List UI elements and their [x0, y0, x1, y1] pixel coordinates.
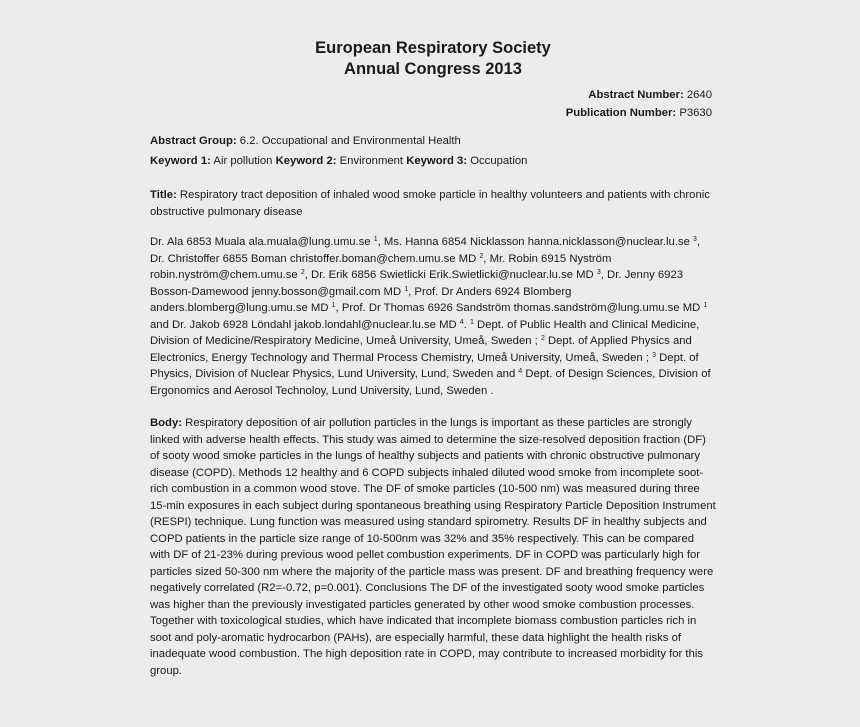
author-segment: , Dr. Jenny 6923 Bosson-Damewood jenny.bosson@gmail.com MD — [150, 269, 684, 298]
congress-title-line2: Annual Congress 2013 — [344, 60, 522, 78]
author-segment: Dept. of Physics, Division of Nuclear Physics, Lund University, Lund, Sweden and — [150, 351, 699, 380]
author-segment: , Dr. Christoffer 6855 Boman christoffer.boman@chem.umu.se MD — [150, 236, 701, 265]
author-segment: Dept. of Design Sciences, Division of Ergonomics and Aerosol Technoloy, Lund University, Lund, Sweden . — [150, 368, 711, 397]
author-segment: Dept. of Public Health and Clinical Medicine, Division of Medicine/Respiratory Medicine, Umeå University, Umeå, Sweden ; — [150, 318, 700, 347]
author-segment: , Ms. Hanna 6854 Nicklasson hanna.nicklasson@nuclear.lu.se — [377, 236, 694, 248]
author-segment: . — [463, 318, 470, 331]
author-segment: , Dr. Erik 6856 Swietlicki Erik.Swietlicki@nuclear.lu.se MD — [304, 269, 597, 281]
affiliation-marker: 2 — [300, 269, 305, 276]
affiliation-marker: 1 — [469, 318, 474, 326]
affiliation-marker: 1 — [404, 285, 409, 293]
author-segment: , Mr. Robin 6915 Nyström robin.nyström@chem.umu.se — [150, 252, 612, 281]
affiliation-marker: 3 — [596, 269, 601, 276]
affiliation-marker: 1 — [703, 302, 708, 309]
abstract-number: Abstract Number: 2640 — [588, 89, 712, 101]
author-segment: Dr. Ala 6853 Muala ala.muala@lung.umu.se — [150, 236, 374, 248]
keywords: Keyword 1: Air pollution Keyword 2: Environment Keyword 3: Occupation — [150, 155, 528, 167]
affiliation-marker: 1 — [331, 302, 336, 309]
author-list — [150, 234, 716, 399]
author-segment: Dept. of Applied Physics and Electronics, Energy Technology and Thermal Process Chemistry, Umeå University, Umeå, Sweden ; — [150, 335, 692, 364]
affiliation-marker: 1 — [373, 236, 378, 243]
abstract-body: Body: Respiratory deposition of air pollution particles in the lungs is important as these particles are strongly linked with adverse health effects. This study was aimed to determine the size-resolved deposition fraction (DF) of sooty wood smoke particles in the lungs of healthy subjects and patients with chronic obstructive pulmonary disease (COPD). Methods 12 healthy and 6 COPD subjects inhaled diluted wood smoke from incomplete soot-rich combustion in a common wood stove. The DF of smoke particles (10-500 nm) was measured during three 15-min exposures in each subject during spontaneous breathing using Respiratory Particle Deposition Instrument (RESPI) technique. Lung function was measured using standard spirometry. Results DF in healthy subjects and COPD patients in the particle size range of 10-500nm was 32% and 35% respectively. This can be compared with DF of 21-23% during previous wood pellet combustion experiments. DF in COPD was particularly high for particles sized 50-300 nm where the majority of the particle mass was present. DF and breathing frequency were negatively correlated (R2=-0.72, p=0.001). Conclusions The DF of the investigated sooty wood smoke particles was higher than the previously investigated particles generated by other wood smoke combustion processes. Together with toxicological studies, which have indicated that incomplete biomass combustion particles rich in soot and poly-aromatic hydrocarbon (PAHs), are especially harmful, these data highlight the health risks of inadequate wood combustion. The high deposition rate in COPD, may contribute to increased morbidity for this group. — [150, 417, 716, 677]
abstract-meta — [150, 131, 716, 171]
affiliation-marker: 3 — [693, 236, 697, 243]
affiliation-marker: 3 — [652, 351, 656, 359]
abstract-title: Title: Respiratory tract deposition of inhaled wood smoke particle in healthy volunteers and patients with chronic obstructive pulmonary disease — [150, 189, 710, 218]
affiliation-marker: 4 — [459, 318, 464, 326]
abstract-numbers — [150, 86, 716, 122]
congress-title-line1: European Respiratory Society — [315, 39, 551, 57]
author-segment: , Prof. Dr Thomas 6926 Sandström thomas.sandström@lung.umu.se MD — [335, 302, 704, 314]
congress-title — [150, 38, 716, 80]
publication-number: Publication Number: P3630 — [565, 107, 712, 119]
abstract-group: Abstract Group: 6.2. Occupational and Environmental Health — [150, 135, 461, 147]
author-segment: , Prof. Dr Anders 6924 Blomberg anders.blomberg@lung.umu.se MD — [150, 285, 572, 314]
affiliation-marker: 2 — [540, 335, 545, 342]
affiliation-marker: 2 — [479, 252, 484, 260]
affiliation-marker: 4 — [518, 368, 523, 375]
abstract-page — [150, 0, 716, 679]
author-segment: and Dr. Jakob 6928 Löndahl jakob.londahl@nuclear.lu.se MD — [150, 318, 460, 331]
